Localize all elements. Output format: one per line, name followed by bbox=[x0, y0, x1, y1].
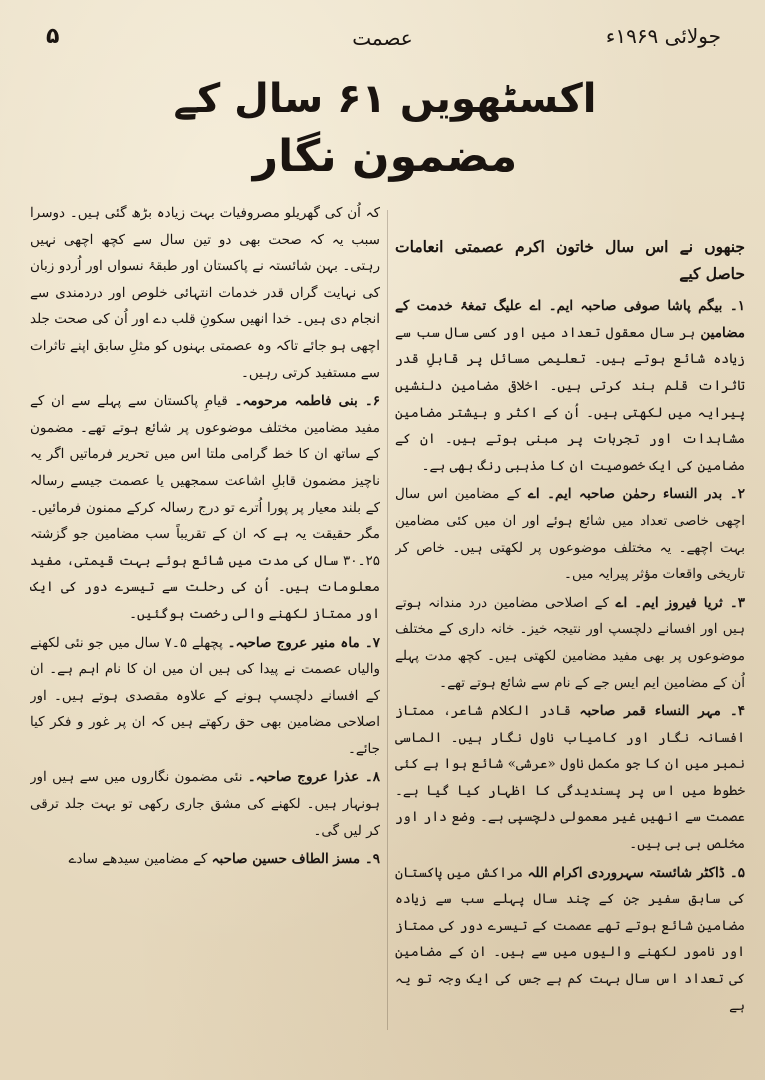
section-intro: جنھوں نے اس سال خاتون اکرم عصمتی انعامات حاصل کیے bbox=[395, 237, 745, 283]
writer-name: ۳۔ ثریا فیروز ایم۔ اے bbox=[615, 594, 745, 611]
writer-text: کہ اُن کی گھریلو مصروفیات بہت زیادہ بڑھ گئی ہیں۔ دوسرا سبب یہ کہ صحت بھی دو تین سال سے کچھ اچھی نہیں رہتی۔ بہن شائستہ نے پاکستان اور طبقۂ نسواں اور اُردو زبان کی نہایت گراں قدر خدمات انتہائی خلوص اور دردمندی سے انجام دی ہیں۔ خدا انھیں سکونِ قلب دے اور اُن کی صحت جلد اچھی ہو جائے تاکہ وہ عصمتی بہنوں کو مثلِ سابق اپنے تاثرات سے مستفید کرتی رہیں۔ bbox=[30, 205, 380, 381]
writer-entry-4 bbox=[395, 698, 745, 858]
title-line-1: اکسٹھویں ۶۱ سال کے bbox=[173, 76, 597, 122]
writer-text: قیامِ پاکستان سے پہلے سے ان کے مفید مضامین مختلف موضوعوں پر شائع ہوتے تھے۔ مضمون کے ساتھ ان کا خط گرامی ملتا اس میں تحریر فرماتیں اگر یہ ناچیز مضمون قابلِ اشاعت سمجھیں یا عصمت جیسے رسالہ کے بلند معیار پر پورا اُترے تو درج رسالہ کرکے ممنون فرمائیں۔ مگر حقیقت یہ ہے کہ ان کے تقریباً سب مضامین جو گزشتہ ۲۵۔۳۰ سال کی مدت میں شائع ہوئے بہت قیمتی، مفید معلومات ہیں۔ اُن کی رحلت سے تیسرے دور کی ایک اور ممتاز لکھنے والی رخصت ہوگئیں۔ bbox=[30, 393, 380, 622]
writer-text: ہر سال معقول تعداد میں اور کسی سال سب سے زیادہ شائع ہوتے ہیں۔ تعلیمی مسائل پر قابلِ قدر تاثرات قلم بند کرتی ہیں۔ اخلاقی مضامین دلنشیں پیرایہ میں لکھتی ہیں۔ اُن کے اکثر و بیشتر مضامین مشاہدات اور تجربات پر مبنی ہوتے ہیں۔ ان کے مضامین کی ایک خصوصیت ان کا مذہبی رنگ بھی ہے۔ bbox=[395, 324, 745, 474]
writer-name: ۵۔ ڈاکٹر شائستہ سہروردی اکرام اللہ bbox=[527, 864, 745, 881]
column-divider bbox=[387, 210, 388, 1030]
journal-name: عصمت bbox=[352, 26, 413, 50]
writer-text: کے مضامین سیدھے سادے bbox=[68, 851, 208, 868]
writer-entry-6 bbox=[30, 388, 380, 627]
writer-text: مراکش میں پاکستان کی سابق سفیر جن کے چند سال پہلے سب سے زیادہ مضامین شائع ہوتے تھے عصمت کے تیسرے دور کی ممتاز اور نامور لکھنے والیوں میں سے ہیں۔ ان کے مضامین کی تعداد اس سال بہت کم ہے جس کی ایک وجہ تو یہ ہے bbox=[395, 864, 745, 1014]
writer-name: ۸۔ عذرا عروج صاحبہ۔ bbox=[247, 769, 380, 786]
writer-entry-7 bbox=[30, 630, 380, 763]
writer-name: ۴۔ مہر النساء قمر صاحبہ bbox=[579, 703, 745, 720]
writer-entry-9 bbox=[30, 846, 380, 873]
continued-entry-5 bbox=[30, 200, 380, 386]
writer-name: ۷۔ ماہ منیر عروج صاحبہ۔ bbox=[227, 634, 380, 651]
left-column bbox=[30, 200, 380, 1040]
issue-date: جولائی ۱۹۶۹ء bbox=[605, 24, 721, 48]
writer-entry-3 bbox=[395, 590, 745, 696]
writer-entry-1 bbox=[395, 293, 745, 479]
writer-text: نئی مضمون نگاروں میں سے ہیں اور ہونہار ہیں۔ لکھنے کی مشق جاری رکھی تو بہت جلد ترقی کر لیں گی۔ bbox=[30, 769, 380, 839]
writer-name: ۱۔ بیگم پاشا صوفی صاحبہ ایم۔ اے علیگ تمغۂ خدمت کے مضامین bbox=[395, 298, 745, 341]
page-number: ۵ bbox=[46, 24, 60, 49]
writer-entry-8 bbox=[30, 764, 380, 844]
writer-text: کے اصلاحی مضامین درد مندانہ ہوتے ہیں اور افسانے دلچسپ اور نتیجہ خیز۔ خانہ داری کے مختلف موضوعوں پر بھی مفید مضامین لکھتی ہیں۔ کچھ مدت پہلے اُن کے مضامین ایم ایس جے کے نام سے شائع ہوتے تھے۔ bbox=[395, 594, 745, 691]
title-line-2: مضمون نگار bbox=[252, 131, 518, 182]
writer-text: قادر الکلام شاعر، ممتاز افسانہ نگار اور کامیاب ناول نگار ہیں۔ الماسی نمبر میں ان کا جو مکمل ناول «عرشی» شائع ہوا ہے کئی خطوط میں اس پر پسندیدگی کا اظہار کیا گیا ہے۔ عصمت سے انھیں غیر معمولی دلچسپی ہے۔ وضع دار اور مخلص بی بی ہیں۔ bbox=[395, 703, 745, 853]
writer-entry-5 bbox=[395, 860, 745, 1020]
running-head bbox=[40, 24, 725, 58]
right-column bbox=[395, 200, 745, 1040]
article-title bbox=[150, 70, 620, 200]
writer-name: ۲۔ بدر النساء رحمٰن صاحبہ ایم۔ اے bbox=[527, 486, 745, 503]
writer-text: کے مضامین اس سال اچھی خاصی تعداد میں شائع ہوئے اور ان میں کئی مضامین بہت اچھے۔ یہ مختلف موضوعوں پر لکھتی ہیں۔ خاص کر تاریخی واقعات مؤثر پیرایہ میں۔ bbox=[395, 486, 745, 583]
writer-entry-2 bbox=[395, 481, 745, 587]
writer-name: ۹۔ مسز الطاف حسین صاحبہ bbox=[211, 851, 380, 868]
writer-text: پچھلے ۵۔۷ سال میں جو نئی لکھنے والیاں عصمت نے پیدا کی ہیں ان میں ان کا نام اہم ہے۔ ان کے افسانے دلچسپ ہونے کے علاوہ مقصدی ہوتے ہیں۔ اور اصلاحی مضامین بھی حق رکھتے ہیں کہ ان پر غور و فکر کیا جائے۔ bbox=[30, 634, 380, 757]
writer-name: ۶۔ بنی فاطمہ مرحومہ۔ bbox=[234, 393, 380, 410]
